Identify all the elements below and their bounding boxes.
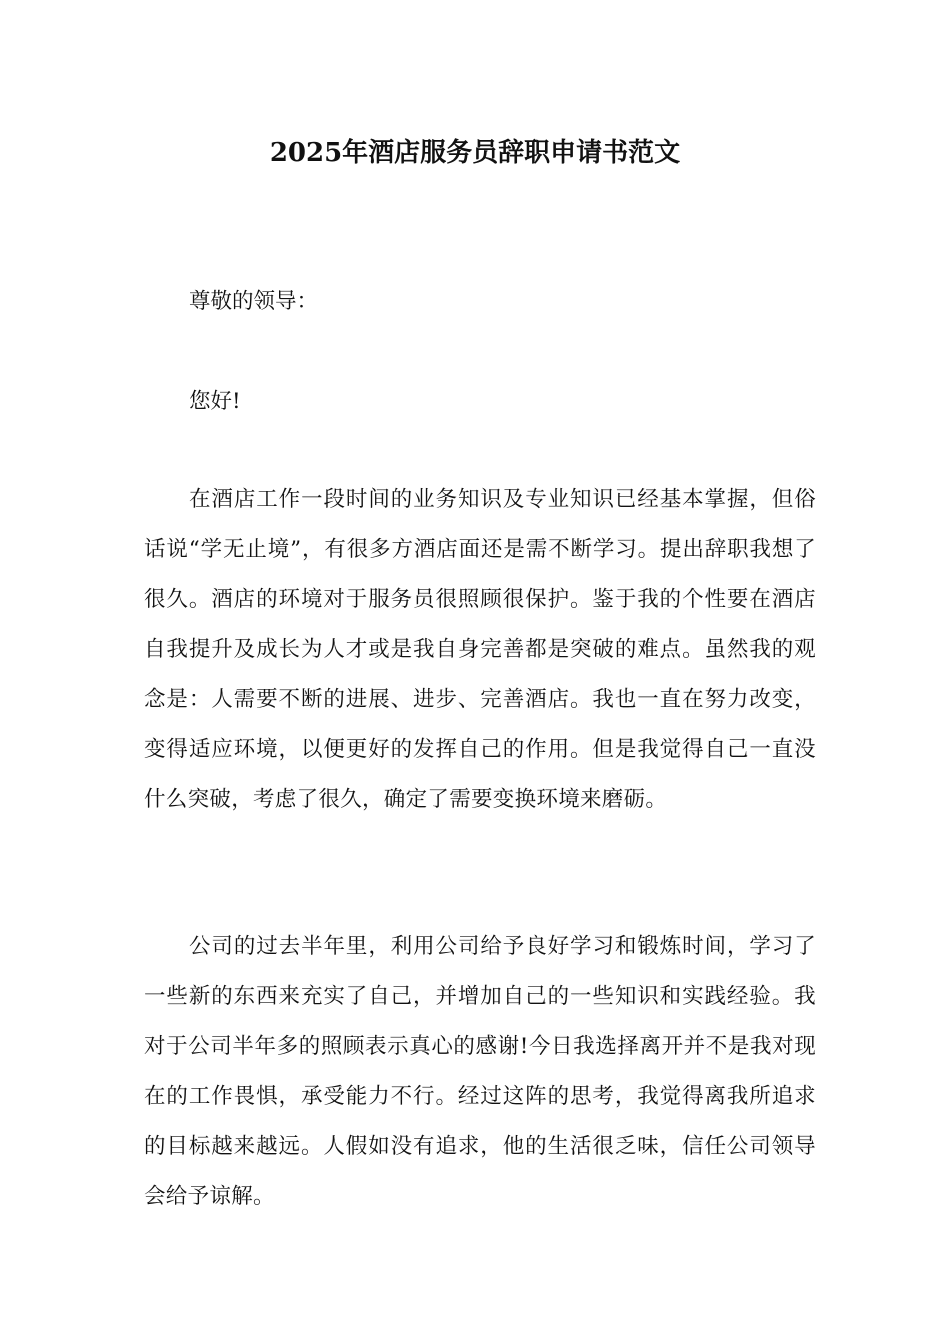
document-title: 2025年酒店服务员辞职申请书范文 [269, 138, 681, 168]
body-paragraph-2: 公司的过去半年里，利用公司给予良好学习和锻炼时间，学习了一些新的东西来充实了自己，并增加自己的一些知识和实践经验。我对于公司半年多的照顾表示真心的感谢!今日我选择离开并不是我对现在的工作畏惧，承受能力不行。经过这阵的思考，我觉得离我所追求的目标越来越远。人假如没有追求，他的生活很乏味，信任公司领导会给予谅解。 [144, 934, 816, 1209]
body-paragraph-1: 在酒店工作一段时间的业务知识及专业知识已经基本掌握，但俗话说“学无止境”，有很多方酒店面还是需不断学习。提出辞职我想了很久。酒店的环境对于服务员很照顾很保护。鉴于我的个性要在酒店自我提升及成长为人才或是我自身完善都是突破的难点。虽然我的观念是：人需要不断的进展、进步、完善酒店。我也一直在努力改变，变得适应环境，以便更好的发挥自己的作用。但是我觉得自己一直没什么突破，考虑了很久，确定了需要变换环境来磨砺。 [144, 487, 816, 812]
salutation-line: 尊敬的领导： [189, 289, 319, 314]
greeting-line: 您好! [189, 389, 241, 414]
